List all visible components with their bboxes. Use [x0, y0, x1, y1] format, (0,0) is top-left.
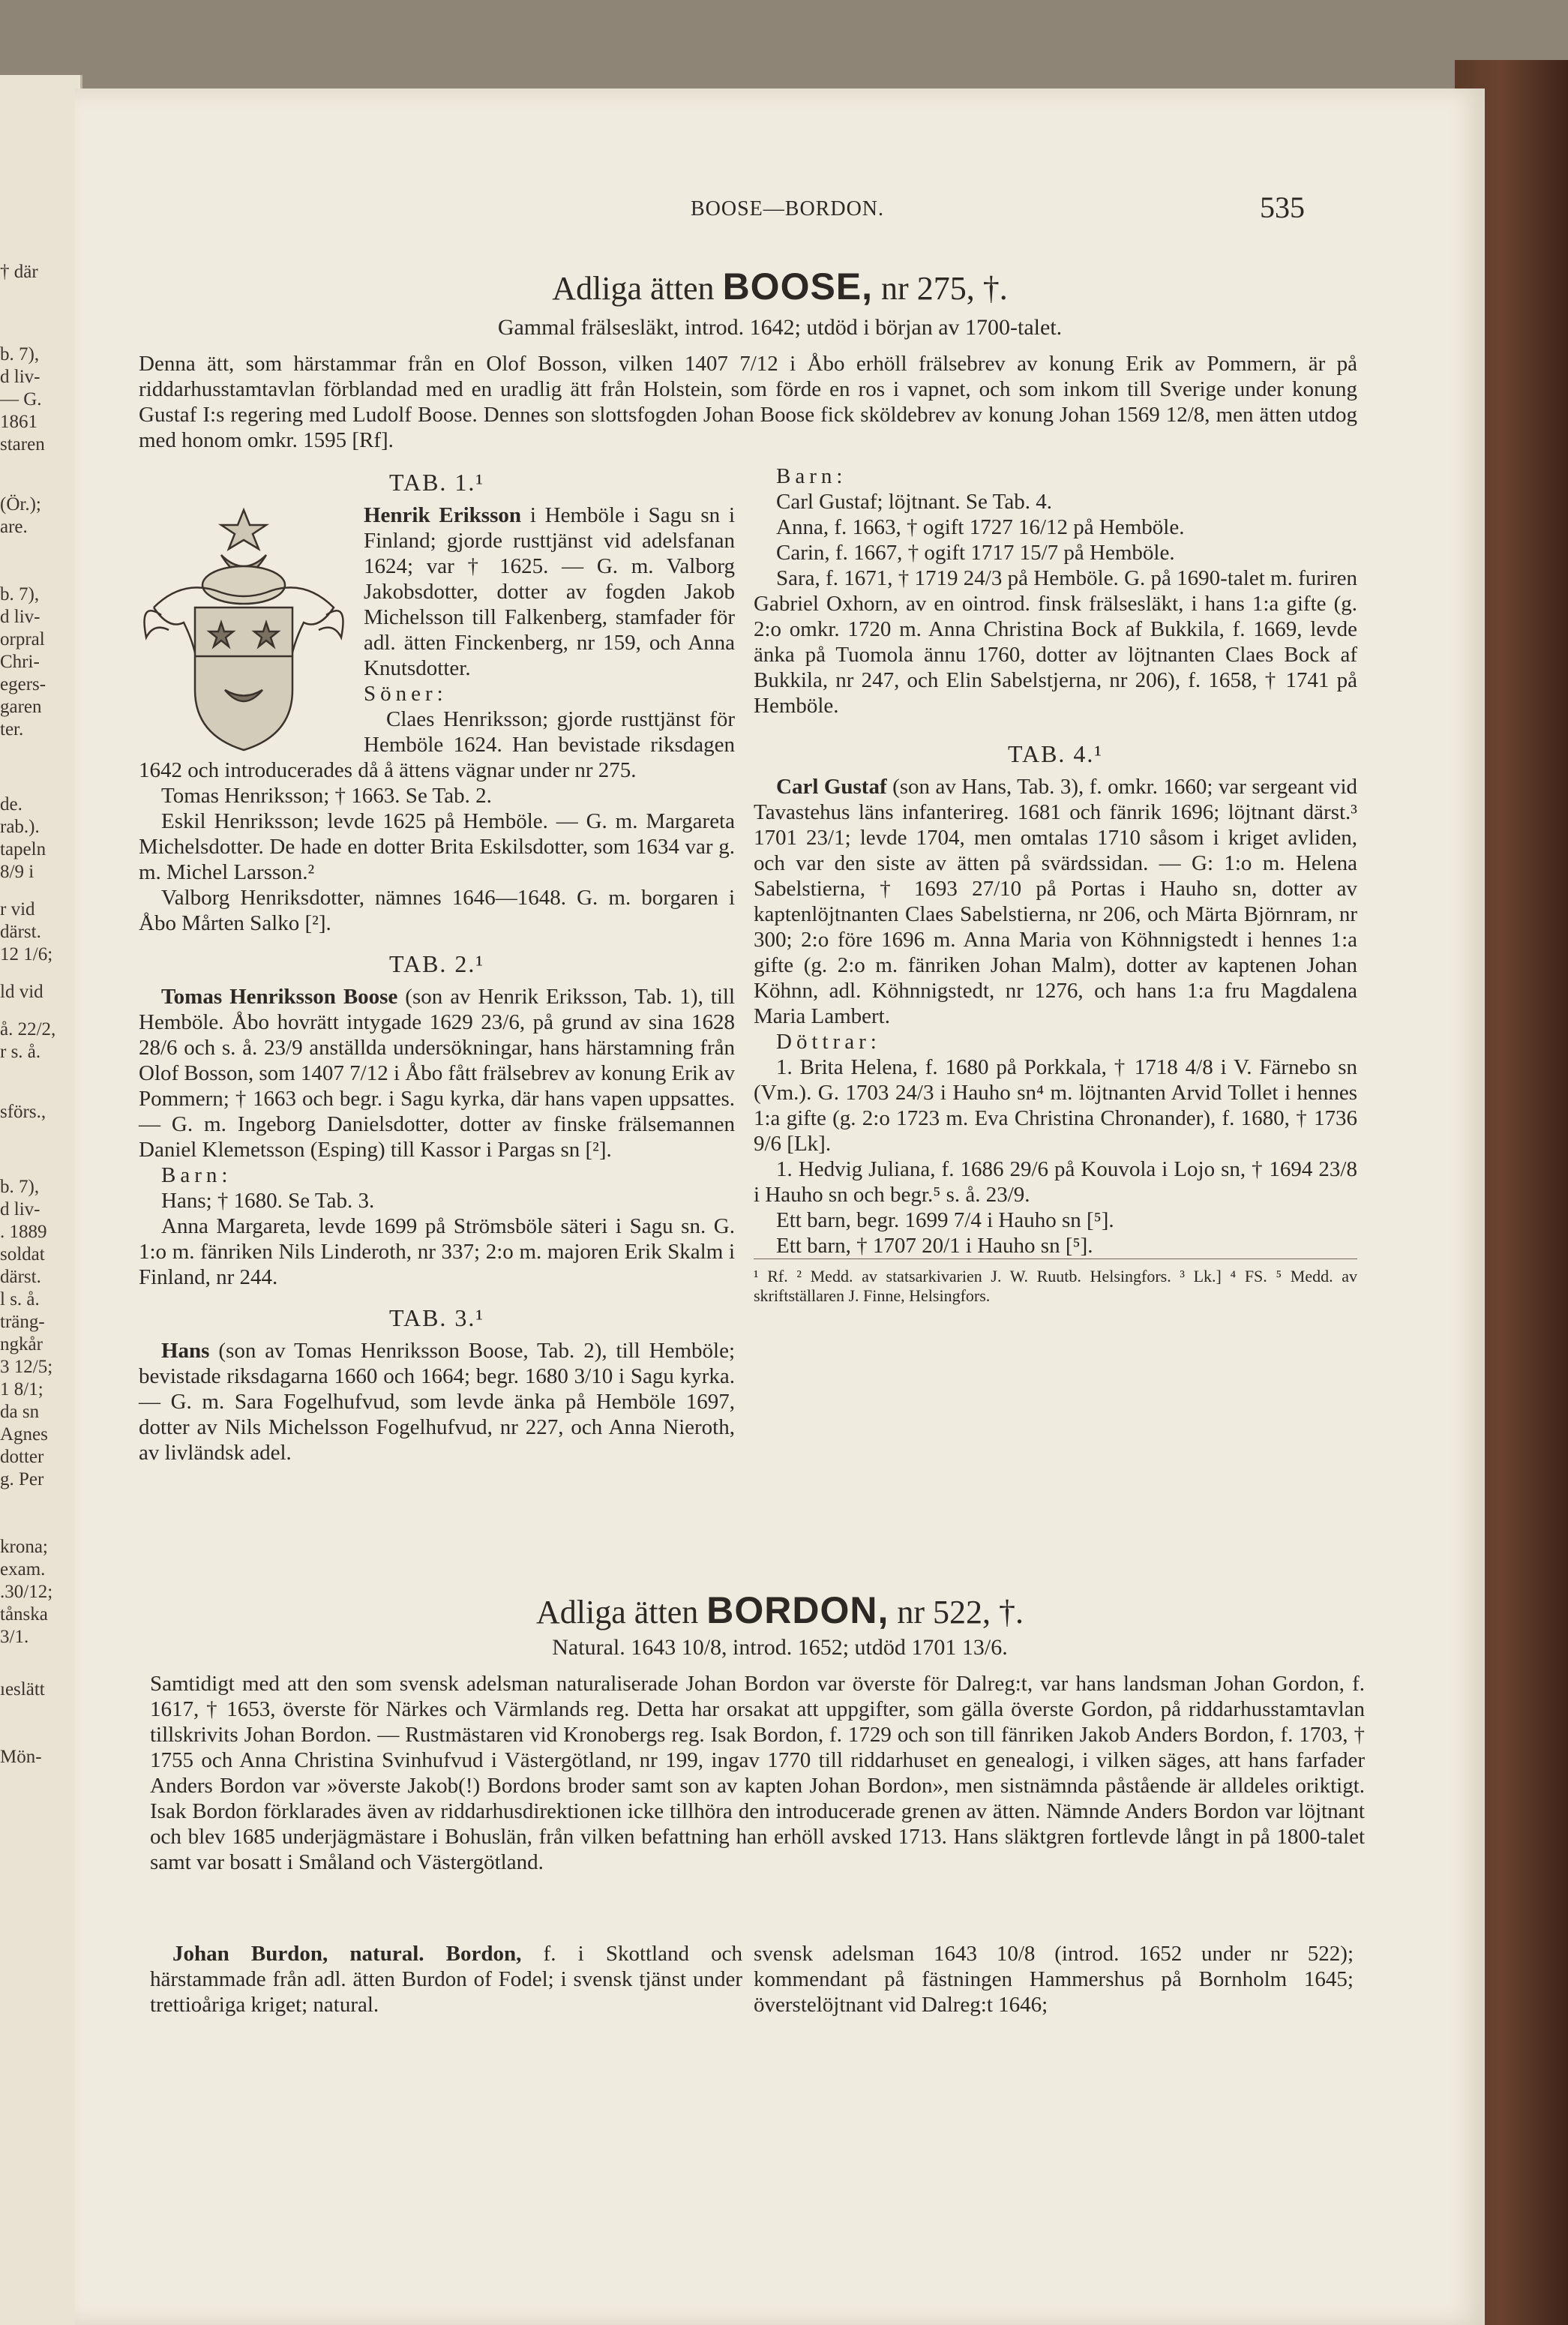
boose-intro: Denna ätt, som härstammar från en Olof Bosson, vilken 1407 7/12 i Åbo erhöll frälsebrev av konung Erik av Pommern, är på riddarhusstamtavlan förblandad med en uradlig ätt från Holstein, som förde en ros i vapnet, och som inkom till Sverige under konung Gustaf I:s regering med Ludolf Boose. Dennes son slottsfogden Johan Boose fick sköldebrev av konung Johan 1569 12/8, men ätten utdog med honom omkr. 1595 [Rf].: [139, 352, 1357, 452]
tab4-text: (son av Hans, Tab. 3), f. omkr. 1660; var sergeant vid Tavastehus läns infanterireg. 1681 och fänrik 1696; löjtnant därst.³ 1701 23/1; levde 1704, men omtalas 1710 såsom i kriget avliden, och var den siste av ätten på svärdssidan. — G: 1:o m. Helena Sabelstierna, † 1693 27/10 på Portas i Hauho sn, dotter av kaptenlöjtnanten Claes Sabelstierna, nr 206, och Märta Björnram, nr 300; 2:o före 1696 m. Anna Maria von Köhnnigstedt i hennes 1:a gifte (g. 2:o m. fänriken Johan Malm), dotter av kaptenen Johan Köhnn, adl. Köhnnigstedt, nr 1276, och hans 1:a fru Magdalena Maria Lambert.: [754, 775, 1358, 1028]
neighbor-page-fragment: 1 8/1;: [0, 1379, 43, 1400]
neighbor-page-fragment: † där: [0, 262, 38, 282]
tab2-heading: TAB. 2.¹: [388, 950, 485, 977]
tab2-name: Tomas Henriksson Boose: [161, 985, 398, 1009]
neighbor-page-fragment: g. Per: [0, 1469, 44, 1490]
tab2-entry: [139, 984, 735, 1162]
neighbor-page-fragment: dotter: [0, 1447, 44, 1467]
coat-of-arms-icon: [131, 502, 356, 758]
neighbor-page-fragment: ter.: [0, 719, 24, 740]
boose-footnotes: ¹ Rf. ² Medd. av statsarkivarien J. W. Ruutb. Helsingfors. ³ Lk.] ⁴ FS. ⁵ Medd. av skriftställaren J. Finne, Helsingfors.: [754, 1258, 1357, 1306]
boose-title-prefix: Adliga ätten: [552, 270, 715, 307]
tab1-sons-label: Söner:: [364, 682, 448, 706]
neighbor-page-fragment: d liv-: [0, 367, 40, 387]
tab4-entry: [754, 774, 1357, 1029]
neighbor-page-fragment: b. 7),: [0, 1177, 40, 1197]
neighbor-page-fragment: därst.: [0, 922, 41, 942]
neighbor-page-fragment: 3 12/5;: [0, 1357, 53, 1377]
tab3-text: (son av Tomas Henriksson Boose, Tab. 2), till Hemböle; bevistade riksdagarna 1660 och 1664; begr. 1680 3/10 i Sagu kyrka. — G. m. Sara Fogelhufvud, som levde änka på Hemböle 1697, dotter av Nils Michelsson Fogelhufvud, nr 227, och Anna Nieroth, av livländsk adel.: [139, 1339, 736, 1465]
neighbor-page-fragment: 3/1.: [0, 1627, 29, 1647]
tab3-child4: Sara, f. 1671, † 1719 24/3 på Hemböle. G. på 1690-talet m. furiren Gabriel Oxhorn, av en ointrod. finsk frälsesläkt, i hans 1:a gifte (g. 2:o omkr. 1720 m. Anna Christina Bock af Bukkila, f. 1669, levde änka på Tuomola ännu 1760, dotter av löjtnanten Claes Bock af Bukkila, nr 247, och Elin Sabelstjerna, nr 206), f. 1658, † 1741 på Hemböle.: [754, 566, 1357, 718]
neighbor-page-fragment: krona;: [0, 1537, 48, 1557]
neighbor-page-fragment: Chri-: [0, 652, 40, 672]
neighbor-page-fragment: å. 22/2,: [0, 1019, 56, 1040]
tab1-heading: TAB. 1.¹: [388, 469, 485, 496]
neighbor-page-fragment: Agnes: [0, 1424, 48, 1444]
neighbor-page-fragment: staren: [0, 434, 45, 454]
neighbor-page-fragment: r vid: [0, 899, 35, 920]
tab4-heading: TAB. 4.¹: [1007, 740, 1104, 767]
neighbor-page-fragment: ld vid: [0, 982, 43, 1002]
neighbor-page-fragment: — G.: [0, 389, 42, 410]
tab1-son1: Claes Henriksson; gjorde rusttjänst för Hemböle 1624. Han bevistade riksdagen 1642 och introducerades då å ättens vägnar under nr 275.: [139, 707, 735, 782]
tab3-child3: Carin, f. 1667, † ogift 1717 15/7 på Hemböle.: [776, 541, 1175, 565]
page-number: 535: [1260, 190, 1305, 224]
tab4-daughter2: 1. Hedvig Juliana, f. 1686 29/6 på Kouvola i Lojo sn, † 1694 23/8 i Hauho sn och begr.⁵ s. å. 23/9.: [754, 1157, 1357, 1207]
neighbor-page-fragment: 1861: [0, 412, 37, 432]
neighbor-page-fragment: egers-: [0, 674, 46, 694]
tab3-child2: Anna, f. 1663, † ogift 1727 16/12 på Hemböle.: [776, 515, 1185, 539]
tab1-son4: Valborg Henriksdotter, nämnes 1646—1648. G. m. borgaren i Åbo Mårten Salko [²].: [139, 886, 735, 935]
neighbor-page-fragment: träng-: [0, 1312, 45, 1332]
boose-title-suffix: nr 275, †.: [881, 270, 1008, 307]
tab1-son2: Tomas Henriksson; † 1663. Se Tab. 2.: [161, 784, 492, 808]
running-head: BOOSE—BORDON.: [690, 197, 885, 220]
neighbor-page-fragment: . 1889: [0, 1222, 47, 1242]
neighbor-page-fragment: r s. å.: [0, 1042, 41, 1062]
tab2-child1: Hans; † 1680. Se Tab. 3.: [161, 1189, 375, 1213]
neighbor-page-fragment: Mön-: [0, 1747, 42, 1767]
bordon-title: [75, 1588, 1485, 1632]
neighbor-page-fragment: de.: [0, 794, 22, 814]
tab4-daughter1: 1. Brita Helena, f. 1680 på Porkkala, † 1718 4/8 i V. Färnebo sn (Vm.). G. 1703 24/3 i Hauho sn⁴ m. löjtnanten Arvid Tollet i hennes 1:a gifte (g. 2:o 1723 m. Eva Christina Chronander), f. 1680, † 1736 9/6 [Lk].: [754, 1055, 1357, 1156]
tab1-name: Henrik Eriksson: [364, 503, 522, 527]
neighbor-page-fragment: b. 7),: [0, 584, 40, 604]
bordon-intro: Samtidigt med att den som svensk adelsman naturaliserade Johan Bordon var överste för Dalreg:t, var hans landsman Johan Gordon, f. 1617, † 1653, överste för Närkes och Värmlands reg. Detta har orsakat att uppgifter, som gälla överste Gordon, på riddarhusstamtavlan tillskrivits Johan Bordon. — Rustmästaren vid Kronobergs reg. Isak Bordon, f. 1729 och son till fänriken Jakob Anders Bordon, f. 1703, † 1755 och Anna Christina Svinhufvud i Västergötland, nr 199, ingav 1770 till riddarhuset en genealogi, i vilken säges, att hans farfader Anders Bordon var »överste Jakob(!) Bordons broder samt son av kapten Johan Bordon», men sistnämnda påstående är alldeles oriktigt. Isak Bordon förklarades även av riddarhusdirektionen icke tillhöra den introducerade grenen av ätten. Nämnde Anders Bordon var löjtnant och blev 1685 underjägmästare i Bohuslän, från vilken befattning han erhöll avsked 1713. Hans släktgren fortlevde långt in på 1800-talet samt var bosatt i Småland och Västergötland.: [150, 1672, 1365, 1874]
tab2-child2: Anna Margareta, levde 1699 på Strömsböle säteri i Sagu sn. G. 1:o m. fänriken Nils Linderoth, nr 337; 2:o m. majoren Erik Skalm i Finland, nr 244.: [139, 1214, 735, 1289]
tab4-child3: Ett barn, begr. 1699 7/4 i Hauho sn [⁵].: [776, 1208, 1114, 1232]
neighbor-page-fragment: 12 1/6;: [0, 944, 53, 964]
neighbor-page-fragment: sförs.,: [0, 1102, 46, 1122]
neighbor-page-fragment: (Ör.);: [0, 494, 41, 514]
neighbor-page-fragment: ngkår: [0, 1334, 43, 1354]
neighbor-page-fragment: are.: [0, 517, 28, 537]
tab4-daughters-label: Döttrar:: [776, 1030, 881, 1054]
neighbor-page-fragment: garen: [0, 697, 42, 717]
boose-family-name: BOOSE,: [722, 266, 874, 308]
tab3-child1: Carl Gustaf; löjtnant. Se Tab. 4.: [776, 490, 1052, 514]
bordon-entry-right: svensk adelsman 1643 10/8 (introd. 1652 under nr 522); kommendant på fästningen Hammershus på Bornholm 1645; överstelöjtnant vid Dalreg:t 1646;: [754, 1942, 1354, 2017]
neighbor-page-fragment: orpral: [0, 629, 45, 650]
tab1-text: i Hemböle i Sagu sn i Finland; gjorde rusttjänst vid adelsfanan 1624; var † 1625. — G. m. Valborg Jakobsdotter, dotter av fogden Jakob Michelsson till Falkenberg, stamfader för adl. ätten Finckenberg, nr 159, och Anna Knutsdotter.: [364, 503, 736, 680]
tab1-son3: Eskil Henriksson; levde 1625 på Hemböle. — G. m. Margareta Michelsdotter. De hade en dotter Brita Eskilsdotter, som 1634 var g. m. Michel Larsson.²: [139, 809, 735, 884]
neighbor-page-fragment: rab.).: [0, 817, 40, 837]
previous-page-fragment: [0, 75, 82, 2325]
tab3-children-label: Barn:: [776, 464, 847, 488]
neighbor-page-fragment: ıeslätt: [0, 1679, 45, 1700]
bordon-subtitle: Natural. 1643 10/8, introd. 1652; utdöd 1701 13/6.: [552, 1635, 1008, 1660]
tab3-entry: [139, 1338, 735, 1466]
neighbor-page-fragment: exam.: [0, 1559, 46, 1580]
neighbor-page-fragment: 8/9 i: [0, 862, 34, 882]
tab4-child4: Ett barn, † 1707 20/1 i Hauho sn [⁵].: [776, 1234, 1093, 1258]
boose-subtitle: Gammal frälsesläkt, introd. 1642; utdöd i början av 1700-talet.: [497, 315, 1063, 340]
neighbor-page-fragment: tapeln: [0, 839, 46, 860]
neighbor-page-fragment: d liv-: [0, 607, 40, 627]
neighbor-page-fragment: därst.: [0, 1267, 41, 1287]
neighbor-page-fragment: soldat: [0, 1244, 45, 1264]
neighbor-page-fragment: b. 7),: [0, 344, 40, 364]
tab4-name: Carl Gustaf: [776, 775, 887, 799]
boose-title: [75, 265, 1485, 308]
tab3-heading: TAB. 3.¹: [388, 1304, 485, 1331]
book-page: [75, 88, 1485, 2325]
tab2-children-label: Barn:: [161, 1163, 232, 1187]
bordon-entry-name: Johan Burdon, natural. Bordon,: [172, 1942, 522, 1966]
neighbor-page-fragment: .30/12;: [0, 1582, 53, 1602]
tab2-text: (son av Henrik Eriksson, Tab. 1), till Hemböle. Åbo hovrätt intygade 1629 23/6, på grund av sina 1628 28/6 och s. å. 23/9 anställda undersökningar, hans härstamning från Olof Bosson, som 1407 7/12 i Åbo fått frälsebrev av konung Erik av Pommern; † 1663 och begr. i Sagu kyrka, där hans vapen uppsattes. — G. m. Ingeborg Danielsdotter, dotter av finske frälsemannen Daniel Klemetsson (Esping) till Kassor i Pargas sn [²].: [139, 985, 736, 1162]
bordon-entry-left-text: f. i Skottland och härstammade från adl. ätten Burdon of Fodel; i svensk tjänst under trettioåriga kriget; natural.: [150, 1942, 743, 2017]
boose-left-column: [139, 464, 735, 1466]
bordon-title-suffix: nr 522, †.: [897, 1594, 1024, 1630]
neighbor-page-fragment: da sn: [0, 1402, 40, 1422]
bordon-entry-left: [150, 1941, 742, 2018]
boose-right-column: [754, 464, 1357, 1306]
neighbor-page-fragment: d liv-: [0, 1199, 40, 1220]
neighbor-page-fragment: tånska: [0, 1604, 48, 1624]
bordon-family-name: BORDON,: [706, 1589, 889, 1631]
bordon-title-prefix: Adliga ätten: [535, 1594, 699, 1630]
tab3-name: Hans: [161, 1339, 210, 1363]
neighbor-page-fragment: l s. å.: [0, 1289, 40, 1310]
